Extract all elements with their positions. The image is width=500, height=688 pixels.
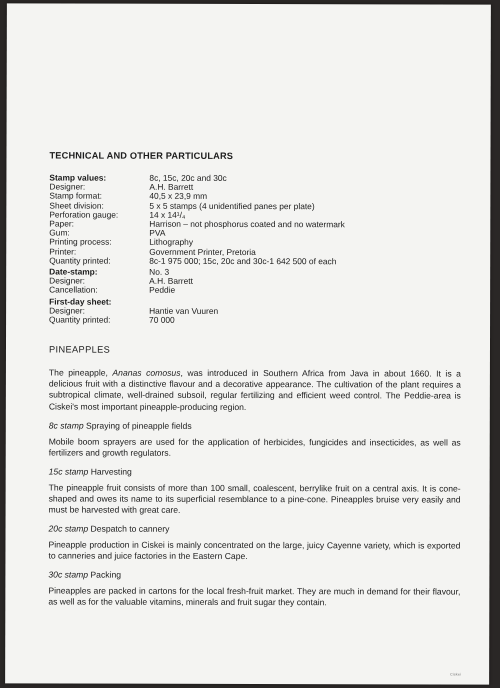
spec-row: [49, 256, 461, 266]
stamp-sections: [48, 420, 460, 609]
spec-value: 40,5 x 23,9 mm: [149, 191, 208, 202]
spec-value: A.H. Barrett: [149, 275, 193, 287]
spec-value: Government Printer, Pretoria: [149, 246, 256, 257]
spec-row: [49, 316, 461, 326]
stamp-section: [48, 570, 460, 609]
spec-value: No. 3: [149, 266, 170, 277]
section-heading: Harvesting: [90, 466, 132, 477]
technical-particulars: [49, 173, 461, 325]
section-title: [49, 420, 461, 432]
latin-name: Ananas comosus: [112, 367, 181, 379]
date-stamp-spec-rows: [49, 277, 461, 296]
technical-heading: TECHNICAL AND OTHER PARTICULARS: [49, 150, 234, 161]
stamp-spec-rows: [49, 183, 461, 267]
intro-text: The pineapple,: [48, 367, 113, 378]
spec-value: 70 000: [149, 314, 175, 325]
info-sheet: [5, 3, 491, 684]
stamp-section: [49, 466, 461, 516]
spec-row: [49, 286, 461, 296]
spec-value: Peddie: [149, 285, 176, 296]
section-text: Pineapples are packed in cartons for the local fresh-fruit market. They are much in demand for their flavour, as well as for the valuable vitamins, minerals and fruit sugar they contain.: [48, 585, 461, 608]
stamp-section: [48, 524, 460, 563]
spec-value: 5 x 5 stamps (4 unidentified panes per plate): [149, 200, 315, 211]
spec-value: Lithography: [149, 237, 194, 248]
stamp-value-label: 20c stamp: [48, 523, 89, 534]
spec-value: 14 x 14¹/₄: [149, 209, 186, 220]
spec-label: Designer:: [49, 275, 86, 286]
spec-label: Gum:: [49, 227, 70, 238]
spec-label: Stamp values:: [49, 172, 107, 183]
stamp-value-label: 30c stamp: [48, 569, 89, 580]
section-text: Mobile boom sprayers are used for the application of herbicides, fungicides and insecticides, as well as fertilizers and growth regulators.: [48, 436, 461, 458]
spec-value: PVA: [149, 227, 166, 239]
intro-text: , was introduced in Southern Africa from Java in about 1660. It is a delicious fruit with a distinctive flavour and a decorative appearance. The cultivation of the plant requires a subtropical climate, well-drained subsoil, regular fertilizing and efficient weed control. The Peddie-area is Ciskei's most important pineapple-producing region.: [48, 368, 461, 412]
spec-label: Stamp format:: [49, 190, 102, 202]
spec-label: Cancellation:: [49, 284, 98, 296]
pineapples-intro: [49, 368, 461, 413]
section-heading: Spraying of pineapple fields: [86, 420, 192, 431]
spec-label: Quantity printed:: [49, 255, 111, 266]
footer-mark: Ciskei: [450, 672, 462, 677]
section-title: [49, 524, 461, 536]
stamp-value-label: 15c stamp: [48, 466, 89, 477]
spec-value: 8c, 15c, 20c and 30c: [149, 172, 227, 183]
spec-label: Designer:: [49, 181, 86, 192]
spec-label: Printer:: [49, 246, 77, 257]
section-title: [48, 570, 460, 582]
spec-label: Perforation gauge:: [49, 209, 119, 220]
section-text: The pineapple fruit consists of more than 100 small, coalescent, berrylike fruit on a central axis. It is cone-shaped and owes its name to its superficial resemblance to a pine-cone. Pineapples bruise very easily and must be harvested with great care.: [48, 482, 461, 515]
section-title: [49, 466, 461, 478]
spec-label: Sheet division:: [49, 200, 104, 211]
pineapples-title: PINEAPPLES: [48, 344, 111, 355]
spec-label: Date-stamp:: [49, 266, 98, 277]
first-day-spec-rows: [49, 306, 461, 325]
section-heading: Despatch to cannery: [90, 523, 170, 534]
spec-label: Designer:: [49, 305, 85, 316]
spec-label: Paper:: [49, 218, 75, 229]
spec-value: A.H. Barrett: [149, 181, 194, 193]
spec-label: Quantity printed:: [49, 314, 111, 325]
spec-label: First-day sheet:: [49, 296, 112, 307]
section-text: Pineapple production in Ciskei is mainly concentrated on the large, juicy Cayenne variety, which is exported to canneries and juice factories in the Eastern Cape.: [48, 539, 461, 562]
spec-label: Printing process:: [49, 236, 112, 248]
section-heading: Packing: [90, 569, 122, 580]
stamp-value-label: 8c stamp: [48, 420, 84, 431]
spec-value: 8c-1 975 000; 15c, 20c and 30c-1 642 500 of each: [149, 255, 337, 267]
stamp-section: [49, 420, 461, 459]
sheet-content: [48, 150, 461, 609]
spec-value: Hantie van Vuuren: [149, 305, 219, 316]
spec-value: Harrison – not phosphorus coated and no watermark: [149, 218, 345, 230]
